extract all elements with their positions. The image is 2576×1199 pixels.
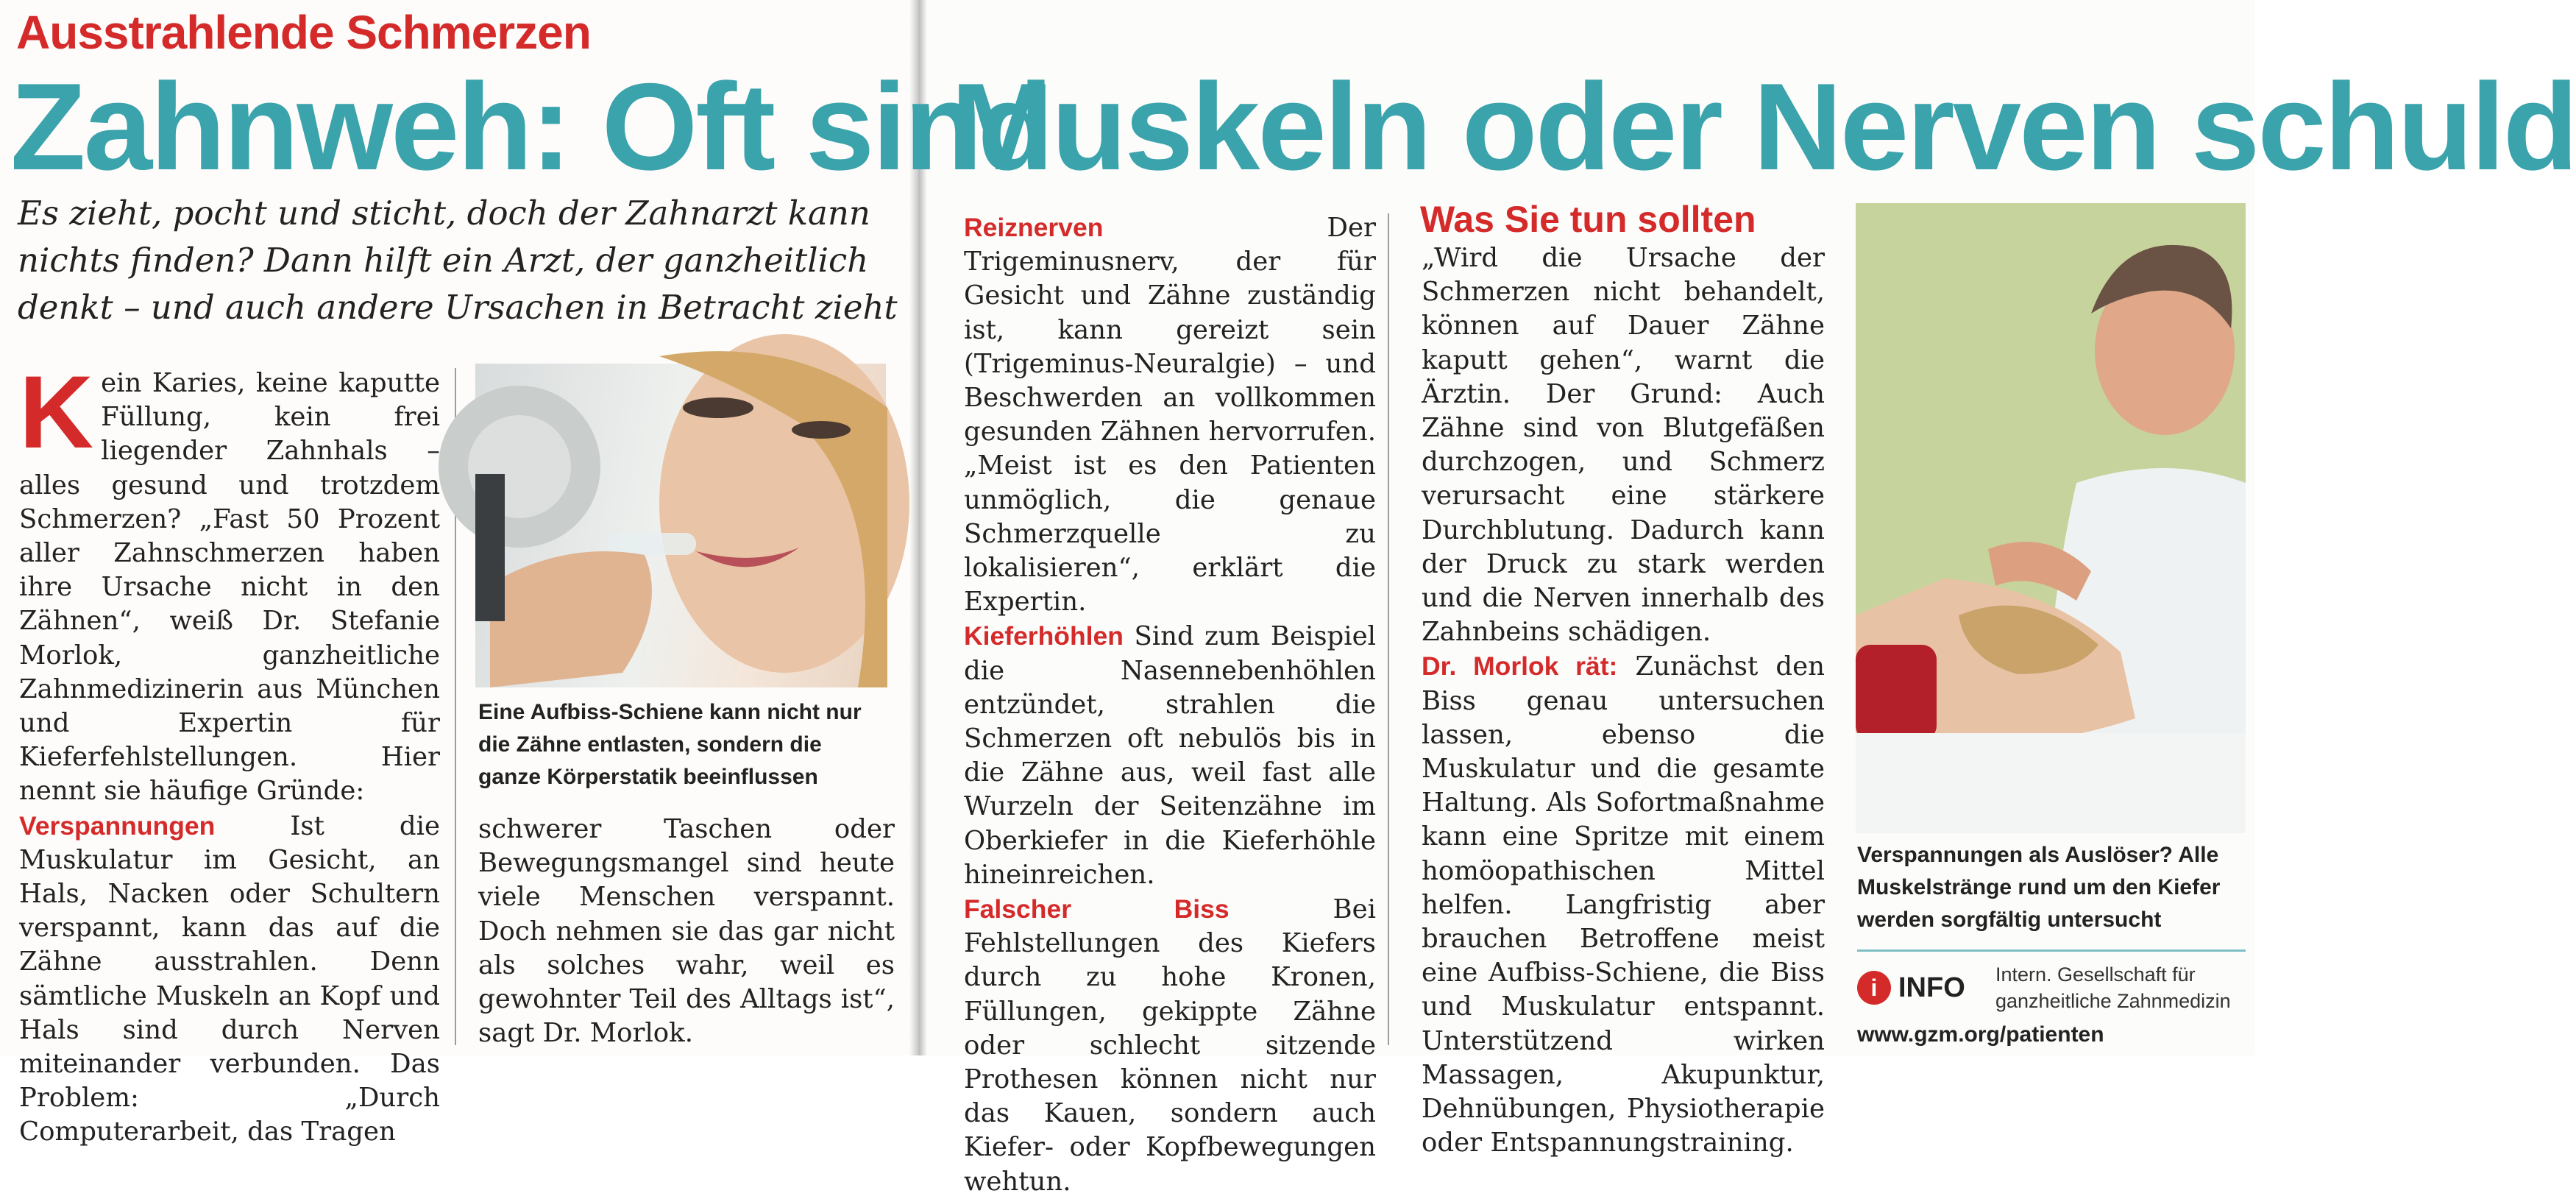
article-deck: Es zieht, pocht und sticht, doch der Zahnarzt kann nichts finden? Dann hilft ein Arzt, der ganzheitlich denkt – und auch andere Ursachen in Betracht zieht <box>18 194 898 327</box>
column-3 <box>964 211 1376 1199</box>
column2-text: schwerer Taschen oder Bewegungsmangel sind heute viele Menschen verspannt. Doch nehmen sie das gar nicht als solches wahr, weil es gewohnter Teil des Alltags ist“, sagt Dr. Morlok. <box>478 814 895 1049</box>
info-url-link[interactable]: www.gzm.org/patienten <box>1857 1022 2104 1047</box>
column-1 <box>19 354 440 1150</box>
keyword-falscher-biss: Falscher Biss <box>964 894 1230 924</box>
falscher-biss-text: Bei Fehlstellungen des Kiefers durch zu hohe Kronen, Füllungen, gekippte Zähne oder schlecht sitzende Prothesen können nicht nur das Kauen, sondern auch Kiefer- oder Kopfbewegungen wehtun. <box>964 894 1376 1197</box>
column4-quote: „Wird die Ursache der Schmerzen nicht behandelt, können auf Dauer Zähne kaputt gehen“, warnt die Ärztin. Der Grund: Auch Zähne sind von Blutgefäßen durchzogen, und Schmerz verursacht eine stärkere Durchblutung. Dadurch kann der Druck zu stark werden und die Nerven innerhalb des Zahnbeins schädigen. <box>1422 243 1825 648</box>
photo1-caption: Eine Aufbiss-Schiene kann nicht nur die Zähne entlasten, sondern die ganze Körperstatik beeinflussen <box>478 700 862 789</box>
column-2 <box>478 813 895 1050</box>
info-label: INFO <box>1898 972 1965 1003</box>
kicker: Ausstrahlende Schmerzen <box>16 6 591 59</box>
keyword-kieferhoehlen: Kieferhöhlen <box>964 621 1124 651</box>
column-divider-2 <box>1388 213 1389 1045</box>
intro-text: ein Karies, keine kaputte Füllung, kein frei liegender Zahnhals – alles gesund und trotzdem Schmerzen? „Fast 50 Prozent aller Zahnschmerzen haben ihre Ursache nicht in den Zähnen“, weiß Dr. Stefanie Morlok, ganzheitliche Zahnmedizinerin aus München und Expertin für Kieferfehlstellungen. Hier nennt sie häufige Gründe: <box>19 368 440 807</box>
info-organization: Intern. Gesellschaft für ganzheitliche Zahnmedizin <box>1995 963 2231 1012</box>
info-badge <box>1857 966 1965 1010</box>
photo-woman-illustration <box>475 364 886 687</box>
headline-left: Zahnweh: Oft sind <box>10 57 1051 196</box>
reiznerven-text: Der Trigeminusnerv, der für Gesicht und Zähne zuständig ist, kann gereizt sein (Trigeminus-Neuralgie) – und Beschwerden an vollkommen gesunden Zähnen hervorrufen. „Meist ist es den Patienten unmöglich, die genaue Schmerzquelle zu lokalisieren“, erklärt die Expertin. <box>964 213 1376 618</box>
headline-right: Muskeln oder Nerven schuld <box>951 57 2576 196</box>
photo-doctor-illustration <box>1856 203 2246 833</box>
keyword-verspannungen: Verspannungen <box>19 810 216 841</box>
keyword-reiznerven: Reiznerven <box>964 213 1104 242</box>
verspannungen-text: Ist die Muskulatur im Gesicht, an Hals, Nacken oder Schultern verspannt, kann das auf die Zähne ausstrahlen. Denn sämtliche Muskeln an Kopf und Hals sind durch Nerven miteinander verbunden. Das Problem: „Durch Computerarbeit, das Tragen <box>19 810 440 1147</box>
dropcap: K <box>19 354 94 470</box>
info-divider <box>1857 949 2246 952</box>
column-4 <box>1422 241 1825 1160</box>
rat-text: Zunächst den Biss genau untersuchen lassen, ebenso die Muskulatur und die gesamte Haltung. Als Sofortmaßnahme kann eine Spritze mit einem homöopathischen Mittel helfen. Langfristig aber brauchen Betroffene meist eine Aufbiss-Schiene, die Biss und Muskulatur entspannt. Unterstützend wirken Massagen, Akupunktur, Dehnübungen, Physiotherapie oder Entspannungstraining. <box>1422 651 1825 1159</box>
kieferhoehlen-text: Sind zum Beispiel die Nasennebenhöhlen entzündet, strahlen die Schmerzen oft nebulös bis in die Zähne aus, weil fast alle Wurzeln der Seitenzähne im Oberkiefer in die Kieferhöhle hineinreichen. <box>964 621 1376 890</box>
photo-doctor-examining-patient <box>1856 203 2246 833</box>
info-icon: i <box>1857 971 1891 1005</box>
photo2-caption: Verspannungen als Auslöser? Alle Muskelstränge rund um den Kiefer werden sorgfältig untersucht <box>1857 843 2221 932</box>
subhead-was-sie-tun: Was Sie tun sollten <box>1420 199 1756 240</box>
keyword-dr-morlok-raet: Dr. Morlok rät: <box>1422 651 1618 682</box>
photo-woman-with-splint <box>475 364 886 687</box>
